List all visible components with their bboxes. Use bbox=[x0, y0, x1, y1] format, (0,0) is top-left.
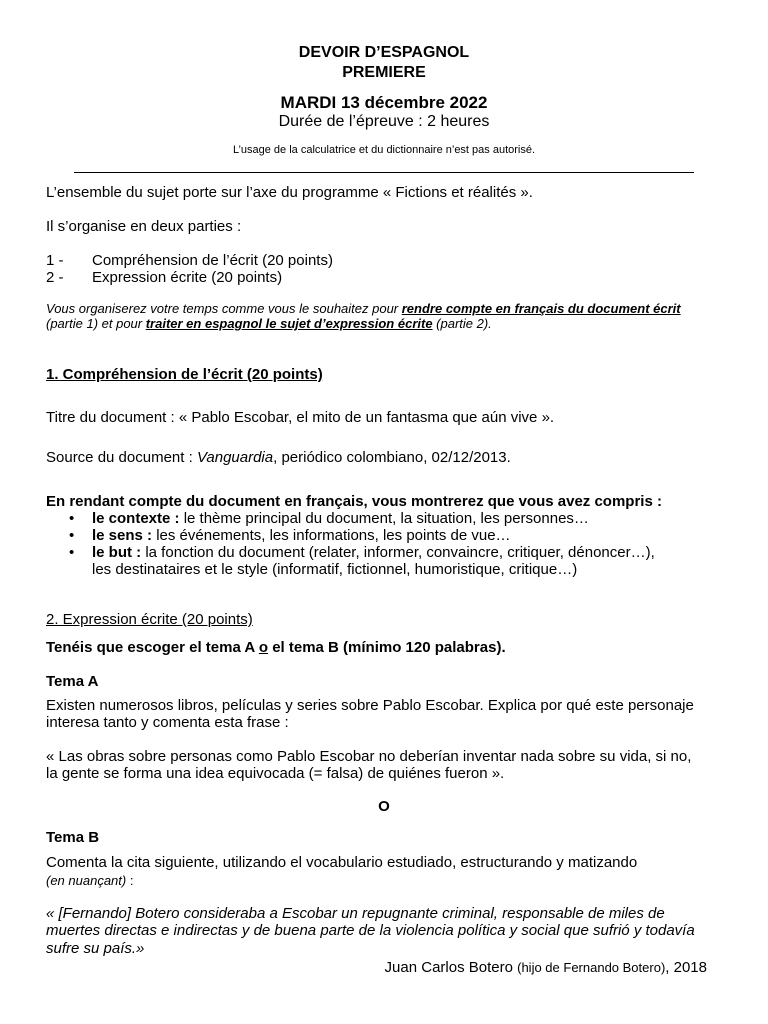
bullet-item-meaning bbox=[92, 527, 511, 545]
tema-a-quote-line-2: la gente se forma una idea equivocada (= falsa) de quiénes fueron ». bbox=[46, 765, 505, 782]
bullet-item-context bbox=[92, 510, 589, 528]
title-line-2: PREMIERE bbox=[342, 64, 426, 81]
instructions-line-1 bbox=[46, 301, 681, 317]
document-title: Titre du document : « Pablo Escobar, el mito de un fantasma que aún vive ». bbox=[46, 409, 555, 426]
tema-b-colon: : bbox=[126, 873, 134, 888]
tema-a-line-2: interesa tanto y comenta esta frase : bbox=[46, 714, 289, 731]
bullet-icon: • bbox=[69, 544, 75, 561]
program-axis: L’ensemble du sujet porte sur l’axe du programme « Fictions et réalités ». bbox=[46, 184, 533, 201]
tema-b-quote-line-1: « [Fernando] Botero consideraba a Escobar un repugnante criminal, responsable de miles de bbox=[46, 905, 665, 922]
comprehension-lead: En rendant compte du document en français, vous montrerez que vous avez compris : bbox=[46, 493, 662, 510]
header-divider bbox=[74, 172, 694, 173]
bullet-text: le thème principal du document, la situation, les personnes… bbox=[179, 510, 589, 527]
instructions-line-2 bbox=[46, 316, 492, 332]
part-2-label: Expression écrite (20 points) bbox=[92, 269, 283, 286]
calculator-notice: L’usage de la calculatrice et du dictionnaire n’est pas autorisé. bbox=[232, 144, 536, 156]
source-suffix: , periódico colombiano, 02/12/2013. bbox=[273, 449, 511, 466]
topic-choice-a: Tenéis que escoger el tema A bbox=[46, 639, 259, 656]
part-1-label: Compréhension de l’écrit (20 points) bbox=[92, 252, 333, 269]
tema-a-title: Tema A bbox=[46, 673, 99, 690]
quote-attribution bbox=[385, 959, 707, 977]
instructions-text-c: (partie 1) et pour bbox=[46, 316, 146, 331]
tema-a-line-1: Existen numerosos libros, películas y series sobre Pablo Escobar. Explica por qué este personaje bbox=[46, 697, 694, 714]
tema-b-title: Tema B bbox=[46, 829, 100, 846]
section-2-heading: 2. Expression écrite (20 points) bbox=[46, 611, 253, 628]
attribution-note: (hijo de Fernando Botero) bbox=[517, 960, 666, 975]
document-source bbox=[46, 449, 511, 467]
part-2-number: 2 - bbox=[46, 269, 64, 286]
bullet-item-purpose-continued: les destinataires et le style (informatif, fictionnel, humoristique, critique…) bbox=[92, 561, 578, 578]
tema-b-quote-line-3: sufre su país.» bbox=[46, 940, 145, 957]
attribution-name: Juan Carlos Botero bbox=[384, 959, 518, 976]
source-name: Vanguardia bbox=[196, 449, 274, 466]
tema-b-line-1: Comenta la cita siguiente, utilizando el vocabulario estudiado, estructurando y matizando bbox=[46, 854, 638, 871]
tema-b-note-line bbox=[46, 873, 133, 889]
topic-choice bbox=[46, 639, 506, 657]
organisation-line: Il s’organise en deux parties : bbox=[46, 218, 242, 235]
attribution-year: , 2018 bbox=[665, 959, 707, 976]
exam-duration: Durée de l’épreuve : 2 heures bbox=[278, 113, 490, 130]
topic-choice-b: el tema B (mínimo 120 palabras). bbox=[268, 639, 506, 656]
bullet-text: les événements, les informations, les points de vue… bbox=[152, 527, 511, 544]
bullet-text: la fonction du document (relater, informer, convaincre, critiquer, dénoncer…), bbox=[141, 544, 655, 561]
section-1-heading: 1. Compréhension de l’écrit (20 points) bbox=[46, 366, 323, 383]
topic-choice-or: o bbox=[258, 639, 269, 656]
source-prefix: Source du document : bbox=[46, 449, 197, 466]
bullet-item-purpose bbox=[92, 544, 655, 562]
exam-date: MARDI 13 décembre 2022 bbox=[280, 93, 488, 112]
instructions-text-a: Vous organiserez votre temps comme vous le souhaitez pour bbox=[46, 301, 402, 316]
bullet-icon: • bbox=[69, 527, 75, 544]
instructions-text-e: (partie 2). bbox=[432, 316, 492, 331]
part-1-number: 1 - bbox=[46, 252, 64, 269]
bullet-key: le but : bbox=[92, 544, 142, 561]
tema-b-quote-line-2: muertes directas e indirectas y de buena parte de la violencia política y social que sufrió y todavía bbox=[46, 922, 695, 939]
tema-b-note: (en nuançant) bbox=[46, 873, 127, 888]
tema-a-quote-line-1: « Las obras sobre personas como Pablo Escobar no deberían inventar nada sobre su vida, si no, bbox=[46, 748, 692, 765]
bullet-key: le sens : bbox=[92, 527, 153, 544]
instructions-emphasis-2: traiter en espagnol le sujet d’expression écrite bbox=[145, 316, 433, 331]
bullet-key: le contexte : bbox=[92, 510, 180, 527]
topic-separator: O bbox=[378, 798, 390, 815]
title-line-1: DEVOIR D’ESPAGNOL bbox=[298, 44, 470, 61]
bullet-icon: • bbox=[69, 510, 75, 527]
instructions-emphasis-1: rendre compte en français du document écrit bbox=[401, 301, 681, 316]
